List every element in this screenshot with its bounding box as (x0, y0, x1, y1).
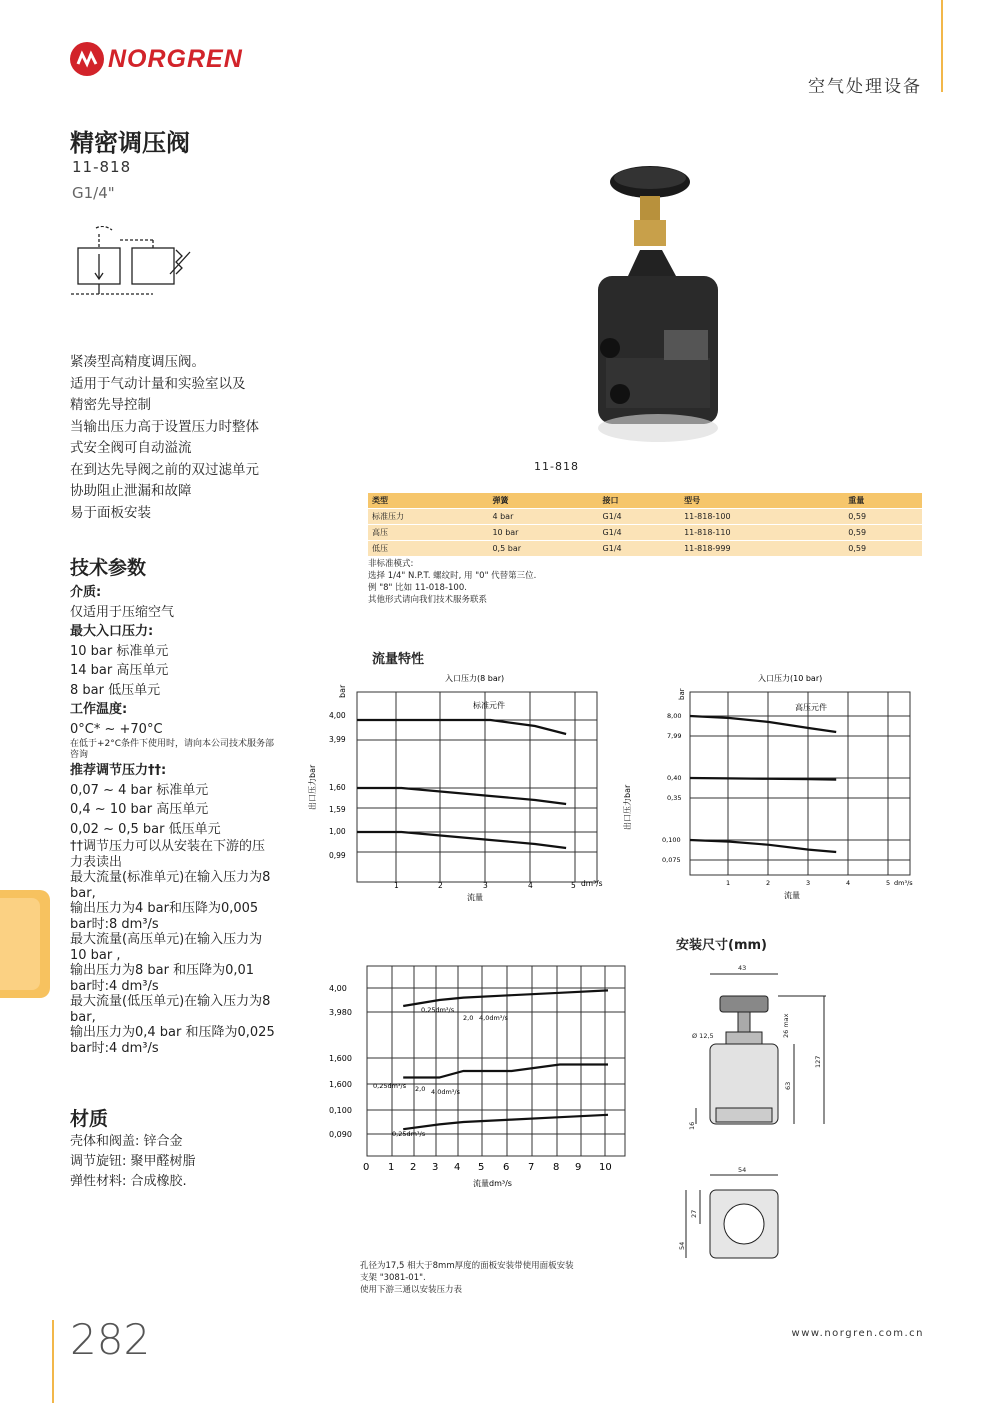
table-cell: 标准压力 (368, 509, 488, 525)
y-tick: 1,00 (329, 827, 346, 836)
spec-note: 在低于+2°C条件下使用时，请向本公司技术服务部咨询 (70, 739, 275, 760)
spec-value: 0°C* ~ +70°C (70, 721, 163, 737)
chart-inner-label: 标准元件 (473, 701, 505, 710)
y-unit: bar (678, 688, 686, 700)
dimension-label: 54 (678, 1241, 686, 1250)
y-tick: 0,100 (662, 836, 681, 844)
table-note: 选择 1/4" N.P.T. 螺纹时, 用 "0" 代替第三位. (368, 571, 537, 581)
x-tick: 5 (478, 1162, 485, 1173)
flow-spec: 输出压力为4 bar和压降为0,005 bar时:8 dm³/s (70, 901, 259, 932)
material-item: 壳体和阀盖: 锌合金 (70, 1134, 183, 1149)
flow-annotation: 4,0dm³/s (479, 1014, 508, 1022)
product-image (580, 158, 730, 450)
flow-spec: 最大流量(低压单元)在输入压力为8 bar, (70, 994, 271, 1025)
x-tick: 1 (394, 881, 399, 890)
table-cell: 11-818-100 (680, 509, 844, 525)
x-axis-label: 流量 (784, 891, 800, 900)
dimensions-heading: 安装尺寸(mm) (676, 938, 767, 953)
table-cell: 10 bar (488, 525, 598, 541)
table-cell: 11-818-110 (680, 525, 844, 541)
feature-item: 紧凑型高精度调压阀。 (70, 354, 205, 370)
y-tick: 0,075 (662, 856, 681, 864)
y-axis-label: 出口压力bar (308, 764, 317, 810)
table-cell: 低压 (368, 541, 488, 557)
dimension-label: 63 (784, 1081, 792, 1090)
table-header: 接口 (599, 493, 681, 509)
y-tick: 3,980 (329, 1008, 352, 1017)
spec-label: 工作温度: (70, 702, 128, 717)
table-header: 重量 (844, 493, 922, 509)
flow-spec: 输出压力为8 bar 和压降为0,01 bar时:4 dm³/s (70, 963, 255, 994)
x-tick: 4 (454, 1162, 461, 1173)
y-tick: 0,090 (329, 1130, 352, 1139)
x-tick: 4 (528, 881, 533, 890)
series-line (690, 716, 836, 732)
x-tick: 10 (599, 1162, 612, 1173)
y-tick: 4,00 (329, 711, 346, 720)
flow-annotation: 0,25dm³/s (373, 1082, 407, 1090)
x-tick: 2 (410, 1162, 417, 1173)
y-tick: 1,60 (329, 783, 346, 792)
series-line (690, 840, 836, 852)
tech-specs (70, 583, 275, 1056)
table-cell: 0,59 (844, 541, 922, 557)
feature-item: 在到达先导阀之前的双过滤单元 (70, 461, 259, 478)
x-tick: 7 (528, 1162, 535, 1173)
chart-title: 入口压力(10 bar) (758, 674, 823, 683)
y-tick: 0,100 (329, 1106, 352, 1115)
series-line (357, 788, 566, 804)
series-line (357, 720, 566, 734)
table-note: 非标准模式: (368, 559, 414, 569)
table-header: 型号 (680, 493, 844, 509)
series-line (690, 778, 836, 780)
dimension-label: 127 (814, 1055, 822, 1068)
feature-item: 式安全阀可自动溢流 (70, 440, 192, 456)
flow-chart-high-pressure (620, 670, 920, 908)
x-tick: 5 (571, 881, 576, 890)
table-cell: 4 bar (488, 509, 598, 525)
flow-annotation: 2,0 (463, 1014, 474, 1022)
footnote (360, 1260, 574, 1296)
plot-frame (367, 966, 625, 1156)
table-cell: 11-818-999 (680, 541, 844, 557)
material-item: 弹性材料: 合成橡胶. (70, 1174, 187, 1189)
section-tab-inner (0, 898, 40, 990)
table-cell: 高压 (368, 525, 488, 541)
table-note: 其他形式请向我们技术服务联系 (368, 595, 488, 605)
dimension-label: 16 (688, 1121, 696, 1130)
spec-label: 推荐调节压力††: (70, 763, 167, 778)
brand-logo (70, 42, 243, 76)
dimension-label: 54 (738, 1166, 747, 1174)
norgren-logo-icon (70, 42, 104, 76)
brand-name: NORGREN (108, 44, 243, 73)
website-link[interactable]: www.norgren.com.cn (791, 1328, 924, 1339)
table-row (368, 525, 922, 541)
y-tick: 1,600 (329, 1054, 352, 1063)
table-cell: G1/4 (599, 509, 681, 525)
table-cell: 0,59 (844, 509, 922, 525)
accent-rule (941, 0, 943, 92)
spec-note: ††调节压力可以从安装在下游的压力表读出 (70, 839, 266, 870)
x-tick: 4 (846, 879, 851, 887)
table-notes (368, 558, 536, 606)
x-tick: 2 (438, 881, 443, 890)
table-header: 弹簧 (488, 493, 598, 509)
flow-spec: 最大流量(高压单元)在输入压力为10 bar , (70, 932, 263, 963)
table-note: 例 "8" 比如 11-018-100. (368, 583, 467, 593)
x-tick: 8 (553, 1162, 560, 1173)
y-axis-label: 出口压力bar (623, 784, 632, 830)
x-tick: 2 (766, 879, 771, 887)
footnote-line: 使用下游三通以安装压力表 (360, 1285, 463, 1295)
feature-item: 协助阻止泄漏和故障 (70, 483, 192, 499)
model-table (368, 493, 922, 556)
spec-value: 10 bar 标准单元 (70, 643, 169, 659)
y-unit: bar (338, 684, 347, 698)
spec-value: 仅适用于压缩空气 (70, 604, 175, 620)
chart-title: 入口压力(8 bar) (445, 674, 505, 683)
x-axis-label: 流量 (467, 893, 483, 902)
x-tick: 3 (432, 1162, 439, 1173)
table-header-row (368, 493, 922, 509)
y-tick: 8,00 (667, 712, 682, 720)
dimension-label: Ø 12,5 (692, 1032, 714, 1040)
y-tick: 1,59 (329, 805, 346, 814)
port-size: G1/4" (72, 184, 115, 202)
feature-item: 适用于气动计量和实验室以及 (70, 375, 246, 392)
product-caption: 11-818 (534, 460, 579, 473)
chart-lines (357, 720, 566, 848)
flow-section-heading: 流量特性 (372, 652, 425, 667)
spec-value: 0,4 ~ 10 bar 高压单元 (70, 802, 209, 817)
feature-list (70, 352, 290, 524)
table-header: 类型 (368, 493, 488, 509)
series-line (403, 1065, 608, 1078)
flow-annotation: 0,25dm³/s (421, 1006, 455, 1014)
dimension-label: 26 max (782, 1013, 790, 1038)
x-tick: 1 (726, 879, 731, 887)
spec-value: 8 bar 低压单元 (70, 682, 161, 698)
series-line (357, 832, 566, 848)
x-unit: dm³/s (894, 879, 913, 887)
footer-rule (52, 1320, 54, 1403)
y-tick: 0,35 (667, 794, 682, 802)
y-tick: 0,40 (667, 774, 682, 782)
x-tick: 3 (483, 881, 488, 890)
dimension-drawing (676, 960, 836, 1290)
y-tick: 1,600 (329, 1080, 352, 1089)
footnote-line: 支架 "3081-01". (360, 1273, 426, 1283)
x-tick: 0 (363, 1162, 370, 1173)
table-cell: 0,5 bar (488, 541, 598, 557)
page-number: 282 (70, 1315, 151, 1364)
flow-spec: 输出压力为0,4 bar 和压降为0,025 bar时:4 dm³/s (70, 1025, 275, 1056)
pneumatic-symbol-icon (66, 226, 196, 298)
flow-chart-low-pressure (325, 960, 640, 1192)
spec-value: 14 bar 高压单元 (70, 663, 169, 678)
table-cell: G1/4 (599, 541, 681, 557)
footnote-line: 孔径为17,5 相大于8mm厚度的面板安装带使用面板安装 (360, 1261, 574, 1271)
y-tick: 3,99 (329, 735, 346, 744)
spec-label: 最大入口压力: (70, 624, 154, 639)
y-tick: 4,00 (329, 984, 347, 993)
spec-value: 0,07 ~ 4 bar 标准单元 (70, 782, 209, 798)
spec-label: 介质: (70, 585, 102, 600)
feature-item: 易于面板安装 (70, 504, 151, 521)
dimension-label: 43 (738, 964, 747, 972)
table-row (368, 509, 922, 525)
table-row (368, 541, 922, 557)
series-line (403, 990, 608, 1006)
x-tick: 6 (503, 1162, 510, 1173)
x-tick: 1 (388, 1162, 395, 1173)
flow-annotation: 4,0dm³/s (431, 1088, 460, 1096)
x-axis-label: 流量dm³/s (473, 1179, 512, 1188)
table-cell: G1/4 (599, 525, 681, 541)
flow-chart-standard (305, 670, 615, 908)
flow-annotation: 2,0 (415, 1085, 426, 1093)
flow-annotation: 0,25dm³/s (392, 1130, 426, 1138)
spec-value: 0,02 ~ 0,5 bar 低压单元 (70, 821, 221, 837)
feature-item: 当输出压力高于设置压力时整体 (70, 418, 259, 435)
x-unit: dm³/s (581, 879, 603, 888)
materials-list (70, 1132, 196, 1192)
x-tick: 5 (886, 879, 891, 887)
series-line (403, 1115, 608, 1129)
materials-heading: 材质 (70, 1108, 109, 1130)
page-title: 精密调压阀 (70, 129, 190, 157)
y-tick: 7,99 (667, 732, 682, 740)
feature-item: 精密先导控制 (70, 397, 151, 413)
x-tick: 3 (806, 879, 811, 887)
model-number: 11-818 (72, 158, 132, 176)
flow-spec: 最大流量(标准单元)在输入压力为8 bar, (70, 870, 271, 901)
chart-inner-label: 高压元件 (795, 703, 827, 712)
x-tick: 9 (575, 1162, 582, 1173)
y-tick: 0,99 (329, 851, 346, 860)
category-title: 空气处理设备 (808, 77, 922, 97)
dimension-label: 27 (690, 1209, 698, 1218)
material-item: 调节旋钮: 聚甲醛树脂 (70, 1154, 196, 1169)
tech-heading: 技术参数 (70, 557, 147, 579)
table-cell: 0,59 (844, 525, 922, 541)
